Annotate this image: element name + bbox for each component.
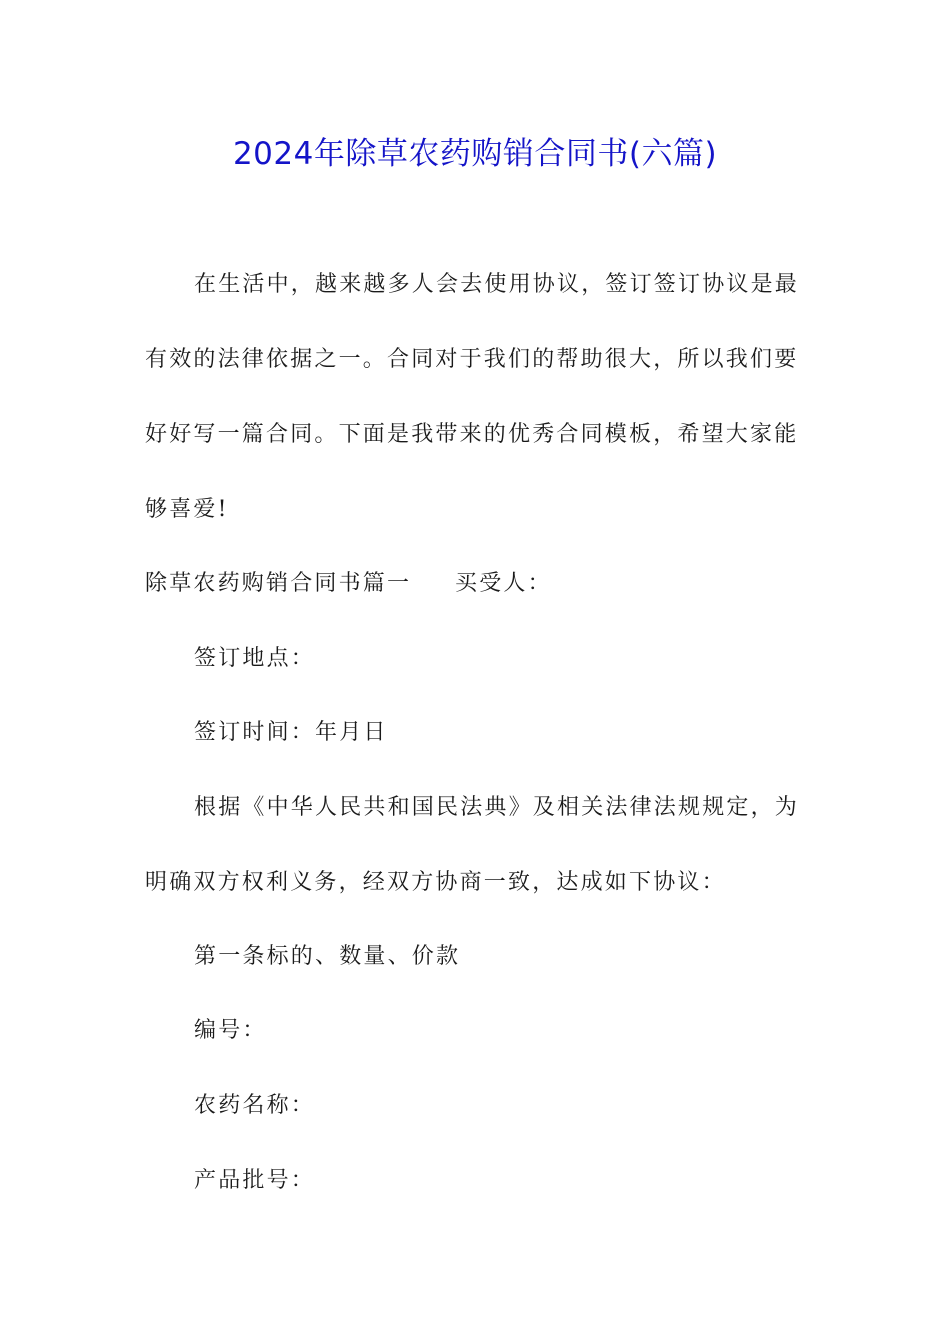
sign-time-label: 签订时间：年月日 xyxy=(194,720,388,745)
basis-line-2: 明确双方权利义务，经双方协商一致，达成如下协议： xyxy=(145,870,726,895)
intro-line-4: 够喜爱! xyxy=(145,497,229,522)
document-title: 2024年除草农药购销合同书(六篇) xyxy=(232,136,718,172)
field-number-label: 编号： xyxy=(194,1018,267,1043)
intro-line-2: 有效的法律依据之一。合同对于我们的帮助很大，所以我们要 xyxy=(145,347,799,372)
buyer-label: 买受人： xyxy=(455,571,552,596)
article-one-heading: 第一条标的、数量、价款 xyxy=(194,944,461,969)
basis-line-1: 根据《中华人民共和国民法典》及相关法律法规规定，为 xyxy=(194,795,800,820)
field-batch-number-label: 产品批号： xyxy=(194,1168,316,1193)
sign-place-label: 签订地点： xyxy=(194,646,316,671)
intro-line-1: 在生活中，越来越多人会去使用协议，签订签订协议是最 xyxy=(194,272,800,297)
field-pesticide-name-label: 农药名称： xyxy=(194,1093,316,1118)
intro-line-3: 好好写一篇合同。下面是我带来的优秀合同模板，希望大家能 xyxy=(145,422,799,447)
section-heading: 除草农药购销合同书篇一 xyxy=(145,571,412,596)
